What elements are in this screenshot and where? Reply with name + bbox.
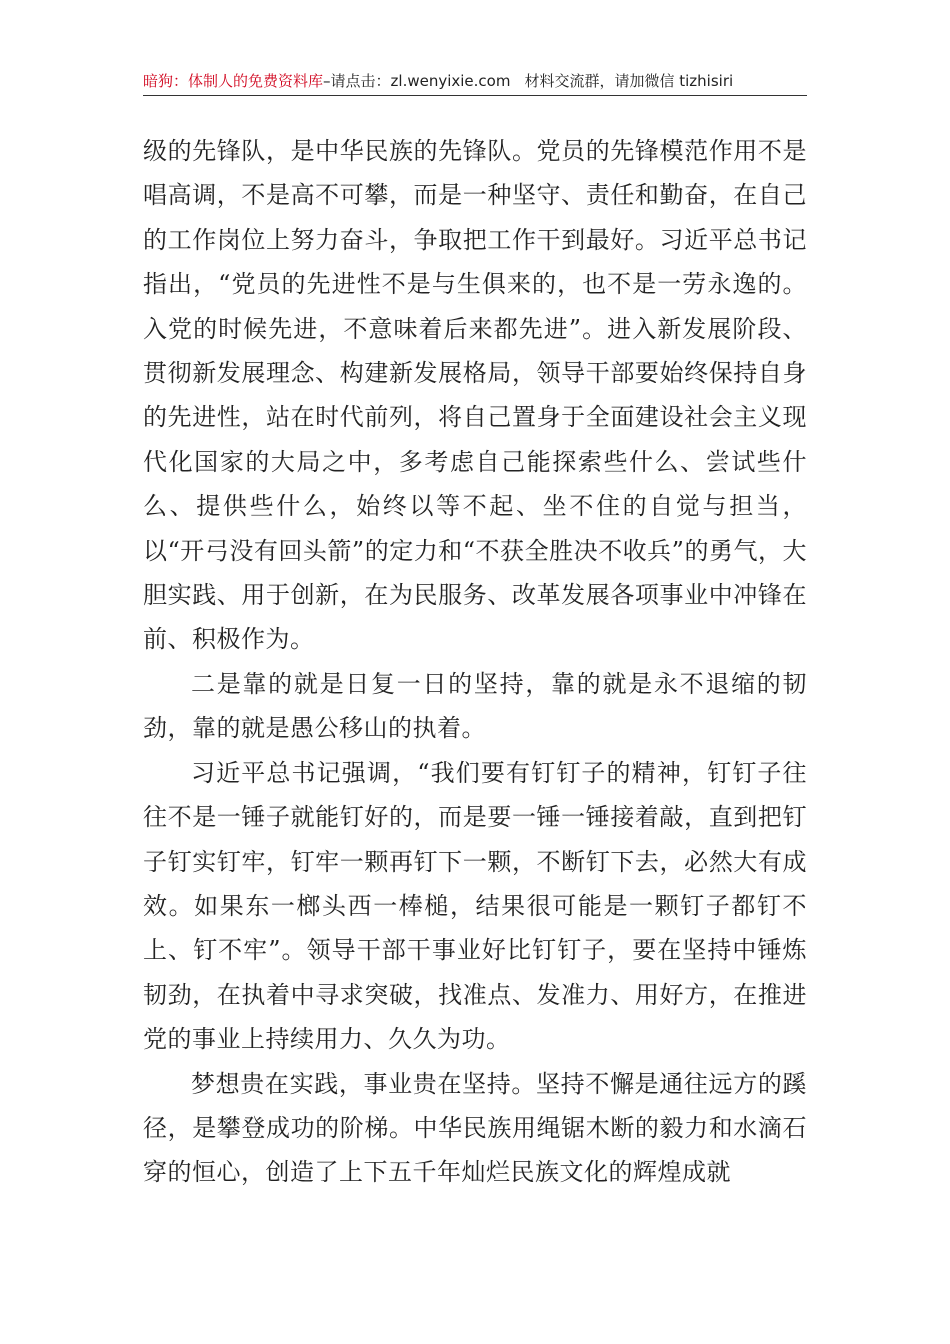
page-header [143,70,807,92]
header-brand: 暗狗：体制人的免费资料库 [143,72,324,90]
header-divider [143,95,807,96]
paragraph-4: 梦想贵在实践，事业贵在坚持。坚持不懈是通往远方的蹊径，是攀登成功的阶梯。中华民族用绳锯木断的毅力和水滴石穿的恒心，创造了上下五千年灿烂民族文化的辉煌成就 [143,1069,807,1187]
paragraph-1: 级的先锋队，是中华民族的先锋队。党员的先锋模范作用不是唱高调，不是高不可攀，而是一种坚守、责任和勤奋，在自己的工作岗位上努力奋斗，争取把工作干到最好。习近平总书记指出，“党员的先进性不是与生俱来的，也不是一劳永逸的。入党的时候先进，不意味着后来都先进”。进入新发展阶段、贯彻新发展理念、构建新发展格局，领导干部要始终保持自身的先进性，站在时代前列，将自己置身于全面建设社会主义现代化国家的大局之中，多考虑自己能探索些什么、尝试些什么、提供些什么，始终以等不起、坐不住的自觉与担当，以“开弓没有回头箭”的定力和“不获全胜决不收兵”的勇气，大胆实践、用于创新，在为民服务、改革发展各项事业中冲锋在前、积极作为。 [143,137,807,654]
header-contact: 材料交流群，请加微信 tizhisiri [524,72,734,90]
document-body [143,129,807,1195]
paragraph-2: 二是靠的就是日复一日的坚持，靠的就是永不退缩的韧劲，靠的就是愚公移山的执着。 [143,669,807,743]
header-prompt: –请点击： [323,72,391,90]
header-url-link[interactable]: zl.wenyixie.com [390,72,511,90]
paragraph-3: 习近平总书记强调，“我们要有钉钉子的精神，钉钉子往往不是一锤子就能钉好的，而是要一锤一锤接着敲，直到把钉子钉实钉牢，钉牢一颗再钉下一颗，不断钉下去，必然大有成效。如果东一榔头西一棒槌，结果很可能是一颗钉子都钉不上、钉不牢”。领导干部干事业好比钉钉子，要在坚持中锤炼韧劲，在执着中寻求突破，找准点、发准力、用好方，在推进党的事业上持续用力、久久为功。 [143,758,807,1054]
